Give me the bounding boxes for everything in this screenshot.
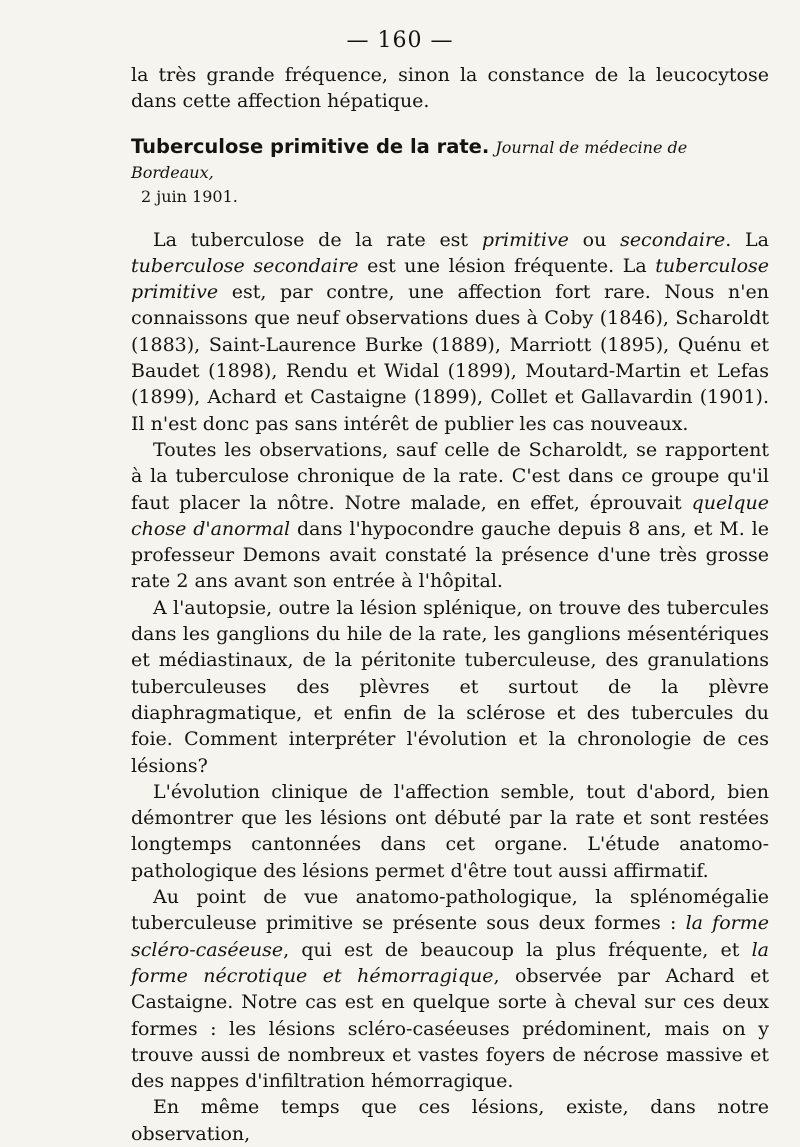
article-source: Journal de médecine de Bordeaux, xyxy=(131,137,688,182)
article-title: Tuberculose primitive de la rate. xyxy=(131,134,490,158)
article-date: 2 juin 1901. xyxy=(141,186,238,206)
paragraph-2: Toutes les observations, sauf celle de Scharoldt, se rapportent à la tuberculose chronique de la rate. C'est dans ce groupe qu'il faut placer la nôtre. Notre malade, en effet, éprouvait quelque chose d'anormal dans l'hypocondre gauche depuis 8 ans, et M. le professeur Demons avait constaté la présence d'une très grosse rate 2 ans avant son entrée à l'hôpital. xyxy=(131,438,769,593)
paragraph-3: A l'autopsie, outre la lésion splénique, on trouve des tubercules dans les ganglions du hile de la rate, les ganglions mésentériques et médiastinaux, de la péritonite tuberculeuse, des granulations tuberculeuses des plèvres et surtout de la plèvre diaphragmatique, et enfin de la sclérose et des tubercules du foie. Comment interpréter l'évolution et la chronologie de ces lésions? xyxy=(131,596,769,777)
page-body xyxy=(131,62,769,1147)
intro-paragraph: la très grande fréquence, sinon la constance de la leucocytose dans cette affection hépatique. xyxy=(131,64,769,113)
paragraph-5: Au point de vue anatomo-pathologique, la splénomégalie tuberculeuse primitive se présente sous deux formes : la forme scléro-caséeuse, qui est de beaucoup la plus fréquente, et la forme nécrotique et hémorragique, observée par Achard et Castaigne. Notre cas est en quelque sorte à cheval sur ces deux formes : les lésions scléro-caséeuses prédominent, mais on y trouve aussi de nombreux et vastes foyers de nécrose massive et des nappes d'infiltration hémorragique. xyxy=(131,886,770,1093)
paragraph-4: L'évolution clinique de l'affection semble, tout d'abord, bien démontrer que les lésions ont débuté par la rate et sont restées longtemps cantonnées dans cet organe. L'étude anatomo-pathologique des lésions permet d'être tout aussi affirmatif. xyxy=(131,780,769,882)
page-number: — 160 — xyxy=(346,28,454,53)
paragraph-6: En même temps que ces lésions, existe, dans notre observation, xyxy=(131,1096,769,1145)
paragraph-1: La tuberculose de la rate est primitive ou secondaire. La tuberculose secondaire est une lésion fréquente. La tuberculose primitive est, par contre, une affection fort rare. Nous n'en connaissons que neuf observations dues à Coby (1846), Scharoldt (1883), Saint-Laurence Burke (1889), Marriott (1895), Quénu et Baudet (1898), Rendu et Widal (1899), Moutard-Martin et Lefas (1899), Achard et Castaigne (1899), Collet et Gallavardin (1901). Il n'est donc pas sans intérêt de publier les cas nouveaux. xyxy=(131,228,769,435)
article-heading xyxy=(131,135,769,209)
